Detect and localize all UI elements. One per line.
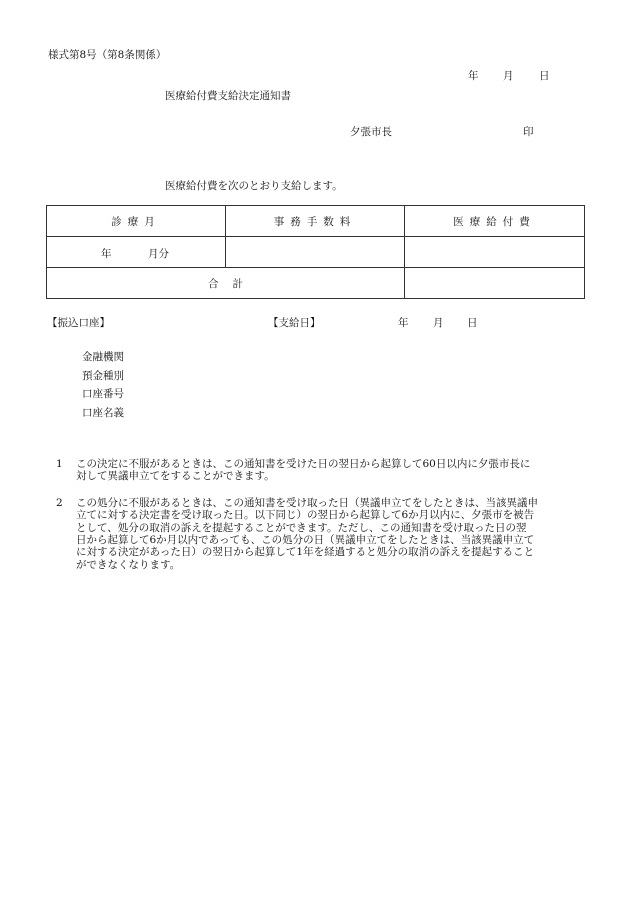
- seal-mark: 印: [523, 126, 534, 138]
- medical-benefit-cell: [405, 237, 585, 268]
- note-number: 2: [56, 496, 63, 509]
- payment-table: [46, 205, 585, 299]
- note-number: 1: [56, 458, 63, 470]
- row-month-label: 月分: [148, 248, 169, 260]
- note-item-2: [56, 497, 586, 571]
- field-account-number: 口座番号: [82, 388, 124, 400]
- note-item-1: [56, 458, 586, 483]
- payment-date-label: 【支給日】: [268, 317, 321, 329]
- total-label: 合計: [47, 268, 405, 299]
- note-line: 対して異議申立てをすることができます。: [76, 470, 275, 483]
- table-row: [47, 237, 585, 268]
- note-line: 日から起算して6か月以内であっても、この処分の日（異議申立てをしたときは、当該異議申立て: [76, 534, 535, 547]
- total-value-cell: [405, 268, 585, 299]
- service-fee-cell: [226, 237, 405, 268]
- field-bank-name: 金融機関: [82, 351, 124, 363]
- issuer-name: 夕張市長: [350, 126, 392, 138]
- note-line: この決定に不服があるときは、この通知書を受けた日の翌日から起算して60日以内に夕張市長に: [76, 458, 531, 470]
- date-month: 月: [503, 70, 514, 82]
- header-service-fee: 事務手数料: [226, 206, 405, 237]
- field-deposit-type: 預金種別: [82, 369, 124, 382]
- payment-day: 日: [467, 317, 478, 329]
- note-line: 立てに対する決定書を受け取った日。以下同じ）の翌日から起算して6か月以内に、夕張市を被告: [76, 509, 535, 522]
- date-day: 日: [539, 70, 550, 82]
- treatment-month-cell: [47, 237, 226, 268]
- payment-year: 年: [398, 317, 409, 329]
- note-line: として、処分の取消の訴えを提起することができます。ただし、この通知書を受け取った日の翌: [76, 521, 527, 534]
- payment-month: 月: [433, 317, 444, 329]
- header-medical-benefit: 医療給付費: [405, 206, 585, 237]
- note-line: この処分に不服があるときは、この通知書を受け取った日（異議申立てをしたときは、当該異議申: [76, 496, 538, 509]
- note-line: ができなくなります。: [76, 558, 181, 571]
- total-row: [47, 268, 585, 299]
- notes-section: [56, 458, 586, 585]
- form-number: 様式第8号（第8条関係）: [48, 49, 167, 61]
- date-year: 年: [468, 70, 479, 82]
- account-fields: [82, 348, 124, 422]
- note-line: に対する決定があった日）の翌日から起算して1年を経過すると処分の取消の訴えを提起すること: [76, 546, 535, 559]
- header-treatment-month: 診療月: [47, 206, 226, 237]
- account-label: 【振込口座】: [47, 317, 110, 329]
- document-title: 医療給付費支給決定通知書: [165, 90, 291, 102]
- row-year-label: 年: [101, 248, 112, 260]
- field-account-holder: 口座名義: [82, 406, 124, 419]
- table-header-row: [47, 206, 585, 237]
- intro-text: 医療給付費を次のとおり支給します。: [165, 180, 343, 192]
